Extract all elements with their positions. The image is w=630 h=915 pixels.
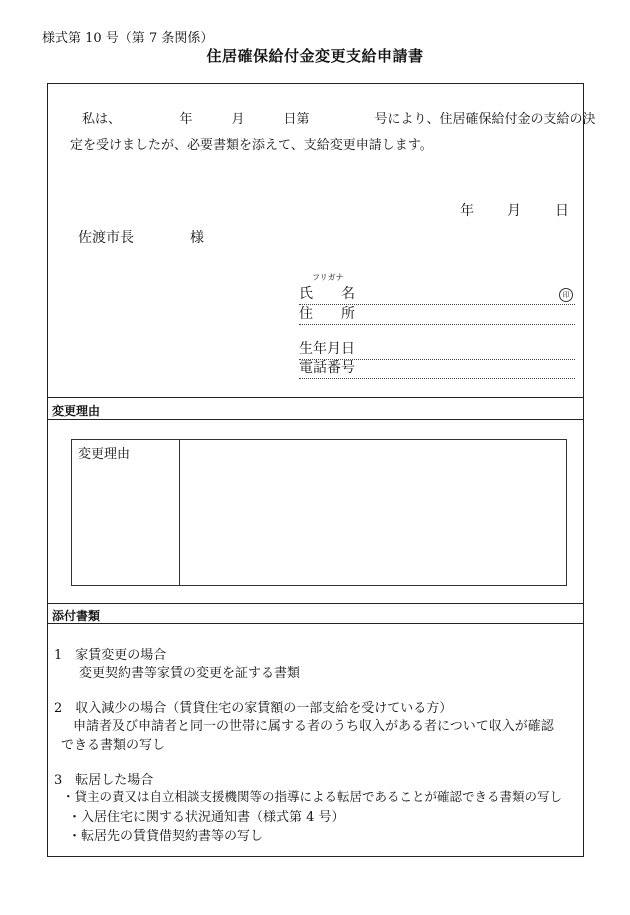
name-label: 氏 名: [299, 286, 355, 302]
section-divider: [48, 623, 583, 624]
attachment-item-3-title: 3 転居した場合: [54, 773, 154, 788]
intro-text-line-2: 定を受けましたが、必要書類を添えて、支給変更申請します。: [70, 138, 433, 153]
section-divider: [48, 397, 583, 398]
attachments-section-title: 添付書類: [52, 609, 101, 623]
form-number: 様式第 10 号（第 7 条関係）: [42, 31, 214, 46]
date-month-label: 月: [507, 203, 521, 219]
phone-field[interactable]: [299, 360, 575, 379]
attachment-item-3-bullet: ・入居住宅に関する状況通知書（様式第 4 号）: [68, 810, 345, 825]
address-label: 住 所: [299, 306, 355, 322]
attachment-item-1-desc: 変更契約書等家賃の変更を証する書類: [79, 666, 301, 681]
application-form-frame: [47, 83, 596, 857]
section-divider: [48, 603, 583, 604]
change-reason-box-label: 変更理由: [78, 447, 131, 462]
intro-text-line-1: 私は、 年 月 日第 号により、住居確保給付金の支給の決: [82, 112, 596, 127]
section-divider: [48, 419, 583, 420]
change-reason-box: [71, 439, 567, 586]
attachment-item-3-bullet: ・貸主の責又は自立相談支援機関等の指導による転居であることが確認できる書類の写し: [62, 789, 563, 804]
attachment-item-2-desc-2: できる書類の写し: [61, 738, 166, 753]
attachment-item-1-title: 1 家賃変更の場合: [54, 648, 167, 663]
change-reason-input-area[interactable]: [180, 440, 566, 585]
furigana-label: フリガナ: [312, 273, 344, 282]
attachment-item-2-title: 2 収入減少の場合（賃貸住宅の家賃額の一部支給を受けている方）: [54, 701, 453, 716]
change-reason-section-title: 変更理由: [52, 404, 101, 418]
attachment-item-2-desc-1: 申請者及び申請者と同一の世帯に属する者のうち収入がある者について収入が確認: [73, 719, 554, 734]
addressee: 佐渡市長 様: [78, 230, 204, 246]
date-day-label: 日: [555, 203, 569, 219]
address-field[interactable]: [299, 306, 575, 325]
page-title: 住居確保給付金変更支給申請書: [206, 47, 424, 65]
seal-mark-icon: 印: [559, 288, 573, 302]
date-year-label: 年: [460, 203, 474, 219]
birthdate-label: 生年月日: [299, 341, 355, 357]
attachment-item-3-bullet: ・転居先の賃貸借契約書等の写し: [68, 829, 264, 844]
phone-label: 電話番号: [299, 360, 355, 376]
